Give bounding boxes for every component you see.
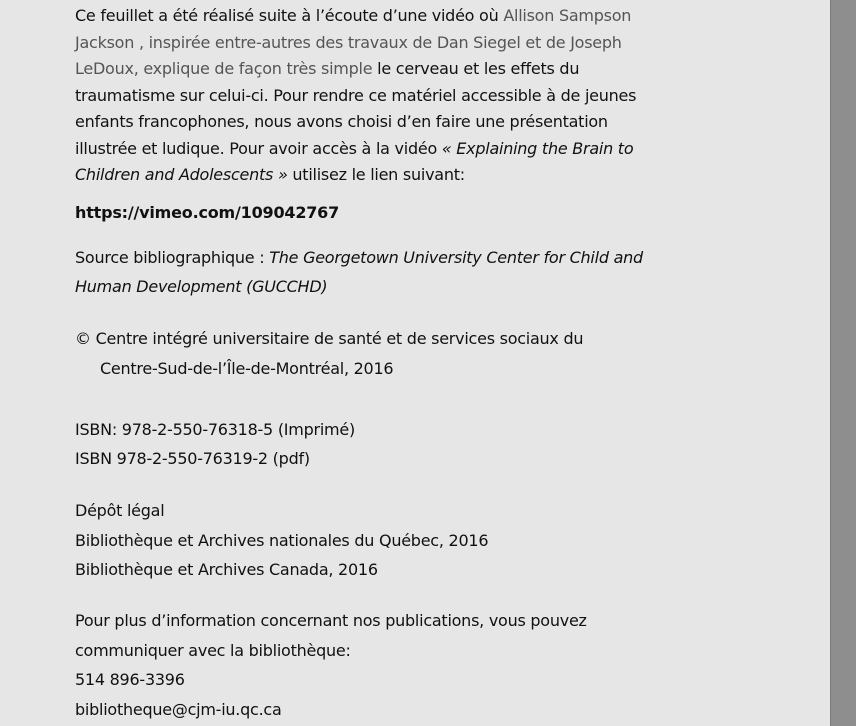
legal-deposit-canada: Bibliothèque et Archives Canada, 2016 [75, 560, 378, 579]
author-reference: LeDoux, explique de façon très simple [75, 59, 373, 78]
isbn-pdf: ISBN 978-2-550-76319-2 (pdf) [75, 449, 310, 468]
contact-block [75, 606, 695, 724]
intro-line-2: Jackson , inspirée entre-autres des travaux de Dan Siegel et de Joseph [75, 32, 622, 52]
intro-text: utilisez le lien suivant: [287, 165, 465, 184]
intro-text: illustrée et ludique. Pour avoir accès à la vidéo [75, 138, 442, 158]
intro-text: Ce feuillet a été réalisé suite à l’écoute d’une vidéo où [75, 6, 504, 25]
legal-deposit-quebec: Bibliothèque et Archives nationales du Québec, 2016 [75, 530, 489, 550]
intro-text: le cerveau et les effets du [372, 59, 580, 78]
intro-line-7 [75, 162, 695, 189]
video-link[interactable]: https://vimeo.com/109042767 [75, 203, 340, 222]
source-title: The Georgetown University Center for Child and [269, 248, 643, 267]
source-citation [75, 243, 695, 301]
intro-line-1 [75, 3, 695, 30]
copyright-line-2: Centre-Sud-de-l’Île-de-Montréal, 2016 [100, 359, 394, 378]
contact-phone[interactable]: 514 896-3396 [75, 670, 185, 689]
author-reference: Allison Sampson [503, 6, 632, 25]
source-title-line-2: Human Development (GUCCHD) [75, 277, 328, 296]
vertical-scrollbar[interactable] [830, 0, 856, 726]
video-title: Children and Adolescents » [75, 165, 288, 184]
intro-line-4: traumatisme sur celui-ci. Pour rendre ce matériel accessible à de jeunes [75, 85, 637, 105]
intro-line-6 [75, 136, 695, 163]
isbn-print: ISBN: 978-2-550-76318-5 (Imprimé) [75, 420, 355, 439]
intro-line-5: enfants francophones, nous avons choisi d’en faire une présentation [75, 112, 608, 131]
source-line-1 [75, 243, 695, 272]
copyright-line-1: © Centre intégré universitaire de santé et de services sociaux du [75, 329, 584, 348]
video-title: « Explaining the Brain to [441, 138, 634, 158]
contact-line-1: Pour plus d’information concernant nos publications, vous pouvez [75, 611, 587, 630]
legal-deposit-block [75, 496, 695, 585]
contact-email[interactable]: bibliotheque@cjm-iu.qc.ca [75, 699, 282, 719]
source-label: Source bibliographique : [75, 248, 270, 267]
legal-deposit-heading: Dépôt légal [75, 501, 165, 520]
copyright-notice [75, 324, 695, 384]
intro-line-3 [75, 56, 695, 83]
isbn-block [75, 415, 695, 473]
contact-line-2: communiquer avec la bibliothèque: [75, 640, 351, 660]
intro-paragraph [75, 3, 695, 189]
